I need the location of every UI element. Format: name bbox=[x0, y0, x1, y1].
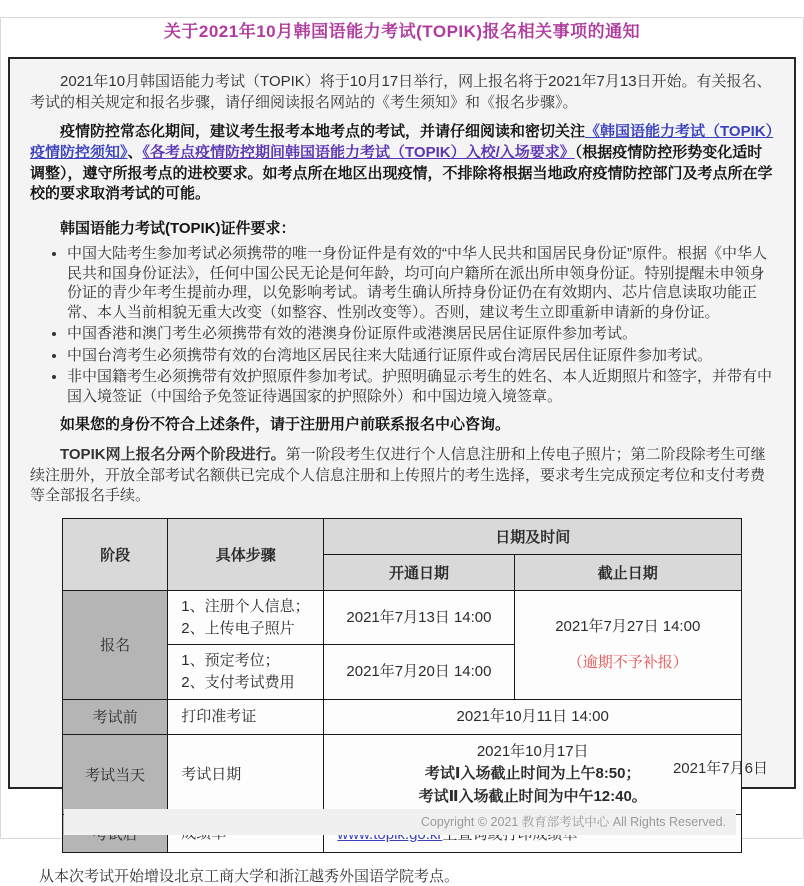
epidemic-text-post: （根据疫情防控形势变化适时调整），遵守所报考点的进校要求。如考点所在地区出现疫情，不排除将根据当地政府疫情防控部门及考点所在学校的要求取消考试的可能。 bbox=[30, 144, 773, 203]
steps-payment-line2: 2、支付考试费用 bbox=[181, 674, 295, 692]
table-row-exam-day bbox=[63, 734, 742, 815]
signup-deadline-note: （逾期不予补报） bbox=[567, 654, 688, 672]
cell-steps-payment bbox=[168, 645, 324, 700]
header-stage: 阶段 bbox=[63, 518, 168, 590]
header-close-date: 截止日期 bbox=[514, 554, 742, 590]
two-phases-lead: TOPIK网上报名分两个阶段进行。 bbox=[60, 445, 286, 463]
cell-steps-print-ticket: 打印准考证 bbox=[168, 699, 324, 734]
steps-register-line1: 1、注册个人信息； bbox=[181, 597, 310, 615]
registration-schedule-table bbox=[62, 518, 742, 853]
steps-payment-line1: 1、预定考位； bbox=[181, 652, 280, 670]
exam1-entry-deadline: 考试Ⅰ入场截止时间为上午8:50； bbox=[424, 765, 641, 783]
notice-title: 关于2021年10月韩国语能力考试(TOPIK)报名相关事项的通知 bbox=[163, 22, 641, 41]
cell-steps-exam-date: 考试日期 bbox=[168, 734, 324, 815]
paragraph-two-phases bbox=[30, 445, 774, 507]
header-steps: 具体步骤 bbox=[168, 518, 324, 590]
steps-register-line2: 2、上传电子照片 bbox=[181, 619, 295, 637]
cell-date-print-ticket: 2021年10月11日 14:00 bbox=[324, 699, 742, 734]
list-item-foreign: • 非中国籍考生必须携带有效护照原件参加考试。护照明确显示考生的姓名、本人近期照片和签字，并带有中国入境签证（中国给予免签证待遇国家的护照除外）和中国边境入境签章。 bbox=[67, 367, 774, 406]
heading-id-requirements: 韩国语能力考试(TOPIK)证件要求： bbox=[60, 220, 296, 238]
list-item-mainland: • 中国大陆考生参加考试必须携带的唯一身份证件是有效的“中华人民共和国居民身份证”原件。根据《中华人民共和国身份证法》，任何中国公民无论是何年龄，均可向户籍所在派出所申领身份证。特别提醒未申领身份证的青少年考生提前办理，以免影响考试。请考生确认所持身份证仍在有效期内、芯片信息读取功能正常、本人当前相貌无重大改变（如整容、性别改变等）。否则，建议考生立即重新申请新的身份证。 bbox=[67, 244, 774, 322]
notice-date: 2021年7月6日 bbox=[672, 760, 768, 777]
paragraph-intro: 2021年10月韩国语能力考试（TOPIK）将于10月17日举行，网上报名将于2021年7月13日开始。有关报名、考试的相关规定和报名步骤，请仔细阅读报名网站的《考生须知》和《报名步骤》。 bbox=[30, 73, 772, 111]
list-item-taiwan: • 中国台湾考生必须携带有效的台湾地区居民往来大陆通行证原件或台湾居民居住证原件参加考试。 bbox=[67, 346, 774, 366]
epidemic-text-pre: 疫情防控常态化期间，建议考生报考本地考点的考试，并请仔细阅读和密切关注 bbox=[60, 123, 586, 141]
list-item-hk-macau: • 中国香港和澳门考生必须携带有效的港澳身份证原件或港澳居民居住证原件参加考试。 bbox=[67, 324, 774, 344]
exam-day-date: 2021年10月17日 bbox=[476, 742, 589, 760]
signup-deadline: 2021年7月27日 14:00 bbox=[555, 617, 701, 635]
two-phases-rest: 第一阶段考生仅进行个人信息注册和上传电子照片；第二阶段除考生可继续注册外，开放全部考试名额供已完成个人信息注册和上传照片的考生选择，要求考生完成预定考位和支付考费等全部报名手续。 bbox=[30, 445, 766, 505]
table-row-signup-1 bbox=[63, 590, 742, 645]
header-datetime: 日期及时间 bbox=[324, 518, 742, 554]
cell-open-register: 2021年7月13日 14:00 bbox=[324, 590, 514, 645]
cell-steps-register bbox=[168, 590, 324, 645]
paragraph-epidemic bbox=[30, 122, 774, 205]
cell-stage-before-exam: 考试前 bbox=[63, 699, 168, 734]
cell-stage-signup: 报名 bbox=[63, 590, 168, 699]
header-open-date: 开通日期 bbox=[324, 554, 514, 590]
cell-close-signup bbox=[514, 590, 742, 699]
table-row-before-exam bbox=[63, 699, 742, 734]
epidemic-separator: 、 bbox=[127, 144, 143, 162]
link-epidemic-control-notice[interactable]: 《韩国语能力考试（TOPIK）疫情防控须知》 bbox=[30, 123, 774, 162]
footnote-new-test-centers: 从本次考试开始增设北京工商大学和浙江越秀外国语学院考点。 bbox=[39, 868, 460, 886]
paragraph-contact: 如果您的身份不符合上述条件，请于注册用户前联系报名中心咨询。 bbox=[60, 416, 511, 434]
link-entry-requirements[interactable]: 《各考点疫情防控期间韩国语能力考试（TOPIK）入校/入场要求》 bbox=[142, 144, 575, 162]
copyright-footer: Copyright © 2021 教育部考试中心 All Rights Reserved. bbox=[64, 809, 736, 835]
cell-stage-exam-day: 考试当天 bbox=[63, 734, 168, 815]
cell-open-payment: 2021年7月20日 14:00 bbox=[324, 645, 514, 700]
exam2-entry-deadline: 考试Ⅱ入场截止时间为中午12:40。 bbox=[418, 787, 647, 805]
id-requirements-list bbox=[30, 244, 774, 406]
